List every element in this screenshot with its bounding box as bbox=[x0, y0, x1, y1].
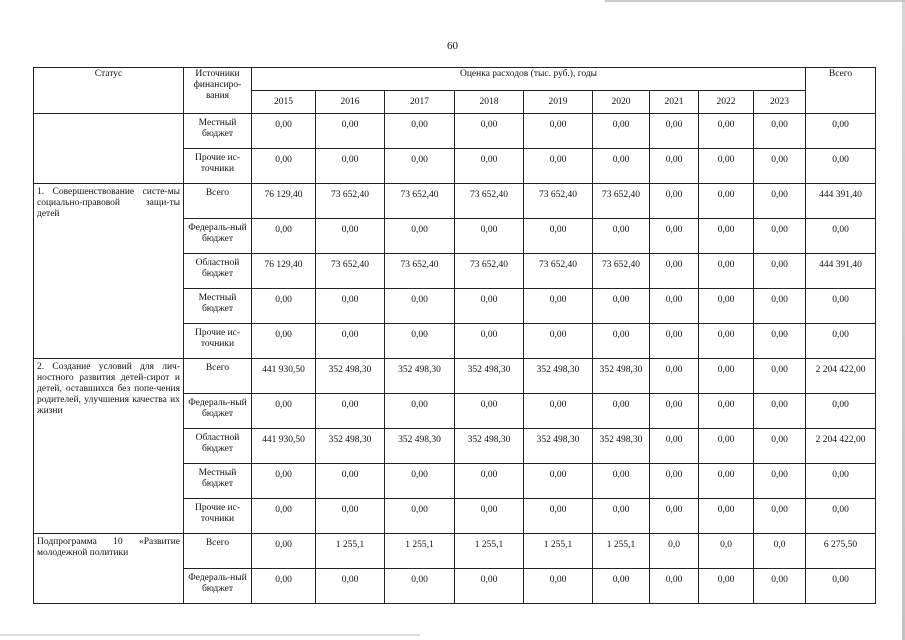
value-cell: 0,00 bbox=[455, 289, 524, 324]
total-cell: 0,00 bbox=[806, 499, 876, 534]
year-header: 2020 bbox=[593, 91, 650, 114]
value-cell: 73 652,40 bbox=[316, 254, 385, 289]
value-cell: 0,00 bbox=[524, 219, 593, 254]
value-cell: 0,00 bbox=[385, 114, 455, 149]
year-header: 2019 bbox=[524, 91, 593, 114]
value-cell: 0,00 bbox=[699, 114, 754, 149]
value-cell: 0,00 bbox=[650, 219, 699, 254]
total-cell: 0,00 bbox=[806, 464, 876, 499]
source-cell: Местный бюджет bbox=[184, 289, 252, 324]
value-cell: 0,00 bbox=[593, 289, 650, 324]
value-cell: 0,00 bbox=[316, 149, 385, 184]
source-cell: Федераль-ный бюджет bbox=[184, 394, 252, 429]
status-header: Статус bbox=[34, 68, 184, 114]
total-cell: 0,00 bbox=[806, 569, 876, 604]
status-cell bbox=[34, 114, 184, 184]
value-cell: 73 652,40 bbox=[524, 184, 593, 219]
value-cell: 0,00 bbox=[385, 569, 455, 604]
value-cell: 0,00 bbox=[650, 289, 699, 324]
value-cell: 1 255,1 bbox=[316, 534, 385, 569]
value-cell: 0,00 bbox=[593, 394, 650, 429]
value-cell: 0,00 bbox=[524, 324, 593, 359]
value-cell: 0,00 bbox=[252, 114, 316, 149]
total-cell: 0,00 bbox=[806, 219, 876, 254]
value-cell: 0,00 bbox=[455, 324, 524, 359]
value-cell: 0,00 bbox=[316, 114, 385, 149]
value-cell: 0,00 bbox=[455, 114, 524, 149]
value-cell: 0,00 bbox=[593, 324, 650, 359]
value-cell: 0,00 bbox=[524, 114, 593, 149]
value-cell: 73 652,40 bbox=[316, 184, 385, 219]
value-cell: 0,00 bbox=[754, 359, 806, 394]
value-cell: 352 498,30 bbox=[593, 429, 650, 464]
source-cell: Прочие ис-точники bbox=[184, 499, 252, 534]
value-cell: 0,00 bbox=[754, 569, 806, 604]
value-cell: 0,00 bbox=[754, 324, 806, 359]
year-header: 2023 bbox=[754, 91, 806, 114]
value-cell: 0,00 bbox=[650, 359, 699, 394]
value-cell: 0,0 bbox=[650, 534, 699, 569]
value-cell: 0,00 bbox=[385, 499, 455, 534]
value-cell: 0,00 bbox=[699, 569, 754, 604]
value-cell: 0,00 bbox=[754, 114, 806, 149]
value-cell: 0,00 bbox=[455, 499, 524, 534]
value-cell: 0,00 bbox=[754, 429, 806, 464]
value-cell: 0,0 bbox=[754, 534, 806, 569]
source-cell: Федераль-ный бюджет bbox=[184, 219, 252, 254]
value-cell: 0,00 bbox=[593, 499, 650, 534]
value-cell: 73 652,40 bbox=[593, 184, 650, 219]
value-cell: 0,00 bbox=[650, 254, 699, 289]
value-cell: 0,00 bbox=[650, 499, 699, 534]
source-cell: Федераль-ный бюджет bbox=[184, 569, 252, 604]
value-cell: 73 652,40 bbox=[455, 254, 524, 289]
value-cell: 0,00 bbox=[754, 254, 806, 289]
year-header: 2015 bbox=[252, 91, 316, 114]
value-cell: 0,00 bbox=[699, 149, 754, 184]
year-header: 2021 bbox=[650, 91, 699, 114]
value-cell: 0,00 bbox=[316, 394, 385, 429]
source-cell: Всего bbox=[184, 359, 252, 394]
value-cell: 0,00 bbox=[699, 219, 754, 254]
year-header: 2016 bbox=[316, 91, 385, 114]
value-cell: 352 498,30 bbox=[385, 429, 455, 464]
value-cell: 0,00 bbox=[316, 464, 385, 499]
value-cell: 0,00 bbox=[455, 219, 524, 254]
value-cell: 0,00 bbox=[699, 394, 754, 429]
value-cell: 0,00 bbox=[650, 114, 699, 149]
scan-artifact-bottom bbox=[0, 634, 420, 636]
total-cell: 444 391,40 bbox=[806, 254, 876, 289]
value-cell: 0,00 bbox=[650, 429, 699, 464]
value-cell: 0,00 bbox=[385, 394, 455, 429]
value-cell: 0,00 bbox=[754, 394, 806, 429]
table-row bbox=[34, 534, 876, 569]
value-cell: 0,00 bbox=[699, 499, 754, 534]
value-cell: 352 498,30 bbox=[385, 359, 455, 394]
expenditure-table bbox=[33, 67, 876, 604]
table-row bbox=[34, 359, 876, 394]
scan-artifact-top bbox=[605, 0, 905, 2]
value-cell: 0,00 bbox=[593, 149, 650, 184]
value-cell: 0,00 bbox=[699, 359, 754, 394]
year-header: 2017 bbox=[385, 91, 455, 114]
total-cell: 0,00 bbox=[806, 114, 876, 149]
value-cell: 0,00 bbox=[699, 254, 754, 289]
value-cell: 0,00 bbox=[252, 569, 316, 604]
value-cell: 73 652,40 bbox=[524, 254, 593, 289]
value-cell: 352 498,30 bbox=[316, 359, 385, 394]
value-cell: 0,00 bbox=[252, 219, 316, 254]
value-cell: 0,00 bbox=[524, 464, 593, 499]
value-cell: 0,00 bbox=[385, 289, 455, 324]
value-cell: 0,00 bbox=[754, 219, 806, 254]
source-cell: Областной бюджет bbox=[184, 429, 252, 464]
value-cell: 0,00 bbox=[252, 534, 316, 569]
status-cell: 1. Совершенствование систе-мы социально-правовой защи-ты детей bbox=[34, 184, 184, 359]
total-cell: 0,00 bbox=[806, 394, 876, 429]
value-cell: 0,00 bbox=[252, 149, 316, 184]
value-cell: 441 930,50 bbox=[252, 429, 316, 464]
table-body bbox=[34, 114, 876, 604]
total-cell: 0,00 bbox=[806, 324, 876, 359]
value-cell: 0,00 bbox=[252, 499, 316, 534]
status-cell: 2. Создание условий для лич-ностного развития детей-сирот и детей, оставшихся без попе-чения родителей, улучшения качества их жизни bbox=[34, 359, 184, 534]
value-cell: 73 652,40 bbox=[385, 254, 455, 289]
value-cell: 0,00 bbox=[650, 149, 699, 184]
value-cell: 352 498,30 bbox=[455, 359, 524, 394]
value-cell: 0,00 bbox=[252, 324, 316, 359]
value-cell: 0,00 bbox=[455, 149, 524, 184]
value-cell: 0,00 bbox=[593, 114, 650, 149]
year-header: 2022 bbox=[699, 91, 754, 114]
value-cell: 0,00 bbox=[252, 464, 316, 499]
value-cell: 0,00 bbox=[385, 324, 455, 359]
value-cell: 0,00 bbox=[699, 324, 754, 359]
table-row bbox=[34, 114, 876, 149]
value-cell: 0,0 bbox=[699, 534, 754, 569]
value-cell: 352 498,30 bbox=[316, 429, 385, 464]
value-cell: 0,00 bbox=[754, 184, 806, 219]
value-cell: 0,00 bbox=[699, 289, 754, 324]
value-cell: 352 498,30 bbox=[524, 429, 593, 464]
value-cell: 0,00 bbox=[524, 149, 593, 184]
value-cell: 1 255,1 bbox=[524, 534, 593, 569]
value-cell: 73 652,40 bbox=[385, 184, 455, 219]
value-cell: 76 129,40 bbox=[252, 254, 316, 289]
value-cell: 0,00 bbox=[385, 149, 455, 184]
total-cell: 6 275,50 bbox=[806, 534, 876, 569]
value-cell: 0,00 bbox=[524, 569, 593, 604]
value-cell: 0,00 bbox=[699, 429, 754, 464]
value-cell: 0,00 bbox=[699, 184, 754, 219]
table-row bbox=[34, 184, 876, 219]
value-cell: 0,00 bbox=[316, 219, 385, 254]
value-cell: 1 255,1 bbox=[455, 534, 524, 569]
sources-header: Источники финансиро-вания bbox=[184, 68, 252, 114]
value-cell: 0,00 bbox=[316, 324, 385, 359]
value-cell: 0,00 bbox=[316, 289, 385, 324]
value-cell: 73 652,40 bbox=[455, 184, 524, 219]
value-cell: 1 255,1 bbox=[593, 534, 650, 569]
value-cell: 0,00 bbox=[593, 464, 650, 499]
value-cell: 73 652,40 bbox=[593, 254, 650, 289]
total-header: Всего bbox=[806, 68, 876, 114]
value-cell: 76 129,40 bbox=[252, 184, 316, 219]
value-cell: 0,00 bbox=[455, 464, 524, 499]
value-cell: 0,00 bbox=[524, 394, 593, 429]
total-cell: 2 204 422,00 bbox=[806, 359, 876, 394]
total-cell: 0,00 bbox=[806, 149, 876, 184]
source-cell: Областной бюджет bbox=[184, 254, 252, 289]
source-cell: Местный бюджет bbox=[184, 114, 252, 149]
source-cell: Всего bbox=[184, 534, 252, 569]
value-cell: 0,00 bbox=[524, 499, 593, 534]
value-cell: 0,00 bbox=[316, 569, 385, 604]
page-number: 60 bbox=[447, 40, 458, 52]
value-cell: 1 255,1 bbox=[385, 534, 455, 569]
source-cell: Прочие ис-точники bbox=[184, 324, 252, 359]
source-cell: Местный бюджет bbox=[184, 464, 252, 499]
value-cell: 0,00 bbox=[754, 464, 806, 499]
value-cell: 0,00 bbox=[699, 464, 754, 499]
value-cell: 352 498,30 bbox=[455, 429, 524, 464]
value-cell: 352 498,30 bbox=[593, 359, 650, 394]
value-cell: 0,00 bbox=[316, 499, 385, 534]
value-cell: 352 498,30 bbox=[524, 359, 593, 394]
value-cell: 0,00 bbox=[385, 464, 455, 499]
value-cell: 0,00 bbox=[385, 219, 455, 254]
value-cell: 0,00 bbox=[252, 394, 316, 429]
value-cell: 0,00 bbox=[252, 289, 316, 324]
table-header bbox=[34, 68, 876, 114]
value-cell: 441 930,50 bbox=[252, 359, 316, 394]
total-cell: 2 204 422,00 bbox=[806, 429, 876, 464]
source-cell: Всего bbox=[184, 184, 252, 219]
value-cell: 0,00 bbox=[650, 569, 699, 604]
status-cell: Подпрограмма 10 «Развитие молодежной политики bbox=[34, 534, 184, 604]
value-cell: 0,00 bbox=[650, 464, 699, 499]
value-cell: 0,00 bbox=[650, 324, 699, 359]
value-cell: 0,00 bbox=[593, 219, 650, 254]
total-cell: 0,00 bbox=[806, 289, 876, 324]
value-cell: 0,00 bbox=[754, 499, 806, 534]
value-cell: 0,00 bbox=[455, 394, 524, 429]
value-cell: 0,00 bbox=[754, 149, 806, 184]
year-header: 2018 bbox=[455, 91, 524, 114]
value-cell: 0,00 bbox=[524, 289, 593, 324]
value-cell: 0,00 bbox=[650, 394, 699, 429]
value-cell: 0,00 bbox=[650, 184, 699, 219]
value-cell: 0,00 bbox=[754, 289, 806, 324]
estimate-header: Оценка расходов (тыс. руб.), годы bbox=[252, 68, 806, 91]
total-cell: 444 391,40 bbox=[806, 184, 876, 219]
value-cell: 0,00 bbox=[593, 569, 650, 604]
value-cell: 0,00 bbox=[455, 569, 524, 604]
source-cell: Прочие ис-точники bbox=[184, 149, 252, 184]
